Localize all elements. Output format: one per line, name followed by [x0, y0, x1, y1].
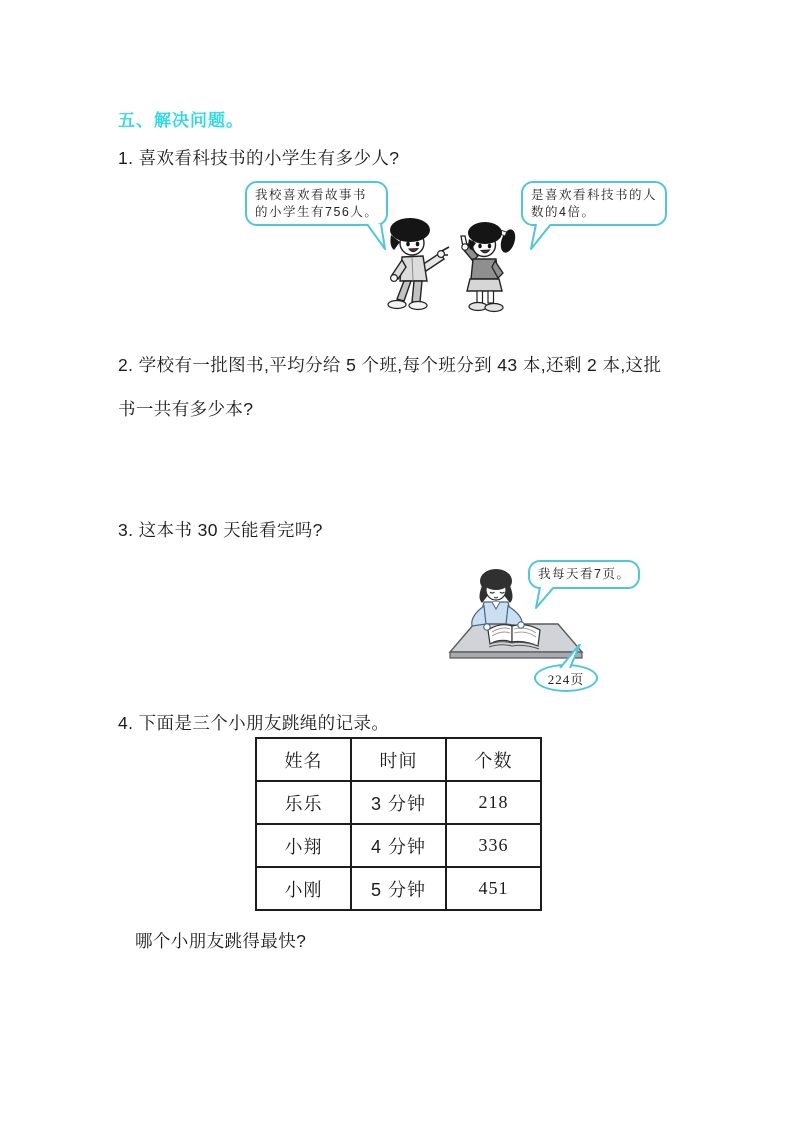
cell-time: 4 分钟: [351, 824, 446, 867]
cell-count: 451: [446, 867, 541, 910]
question-1-text: 1. 喜欢看科技书的小学生有多少人?: [118, 148, 400, 168]
girl-bubble-tail: [529, 224, 553, 251]
table-header-row: [256, 738, 541, 781]
section-title: 五、解决问题。: [118, 111, 244, 130]
cell-name: 乐乐: [256, 781, 351, 824]
header-name: 姓名: [256, 738, 351, 781]
boy-speech-line1: 我校喜欢看故事书: [255, 188, 368, 202]
book-label-tail: [556, 644, 582, 669]
boy-speech-line2: 的小学生有756人。: [255, 204, 379, 219]
question-2-line1: 2. 学校有一批图书,平均分给 5 个班,每个班分到 43 本,还剩 2 本,这批: [118, 355, 662, 375]
table-row: [256, 824, 541, 867]
boy-speech-bubble: [245, 181, 388, 226]
cell-count: 336: [446, 824, 541, 867]
table-row: [256, 867, 541, 910]
book-page-count-label: 224页: [534, 664, 598, 692]
girl-speech-line2: 数的4倍。: [531, 204, 596, 219]
question-4-followup: 哪个小朋友跳得最快?: [135, 931, 307, 951]
header-count: 个数: [446, 738, 541, 781]
question-3-text: 3. 这本书 30 天能看完吗?: [118, 520, 323, 540]
header-time: 时间: [351, 738, 446, 781]
cell-time: 5 分钟: [351, 867, 446, 910]
girl-speech-bubble: [521, 181, 667, 226]
question-2-line2: 书一共有多少本?: [118, 399, 254, 419]
illustration-reading-girl: [440, 550, 705, 700]
question-4-intro: 4. 下面是三个小朋友跳绳的记录。: [118, 713, 390, 733]
jump-rope-record-table: [255, 737, 542, 911]
boy-bubble-tail: [365, 224, 391, 251]
cell-name: 小刚: [256, 867, 351, 910]
girl-cartoon-icon: [451, 217, 519, 313]
reading-speech-bubble: 我每天看7页。: [528, 560, 640, 589]
cell-time: 3 分钟: [351, 781, 446, 824]
cell-count: 218: [446, 781, 541, 824]
reading-bubble-tail: [534, 587, 556, 610]
illustration-two-children: [245, 175, 695, 315]
girl-speech-line1: 是喜欢看科技书的人: [531, 188, 658, 202]
cell-name: 小翔: [256, 824, 351, 867]
table-row: [256, 781, 541, 824]
